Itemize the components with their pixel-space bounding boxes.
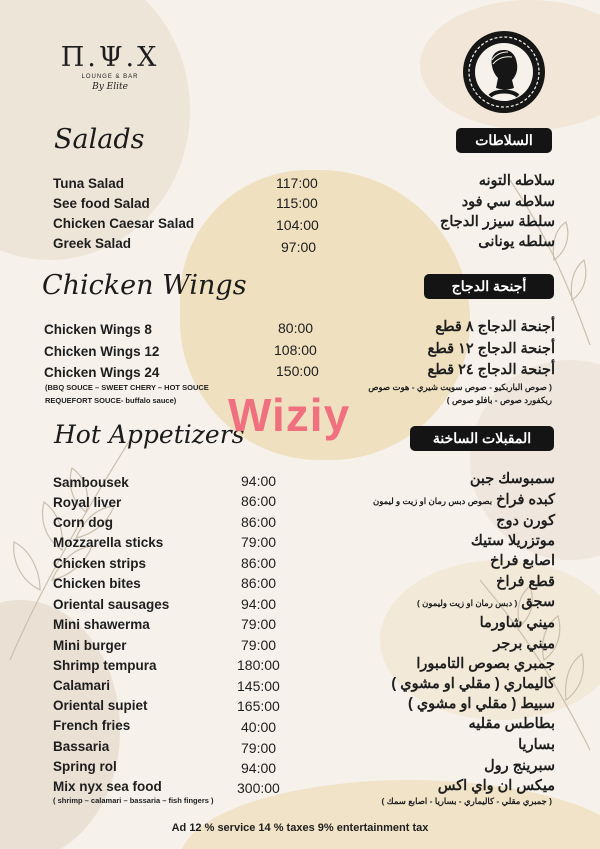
appetizer-price: 40:00	[241, 719, 277, 735]
appetizer-name: Spring rol	[53, 759, 117, 774]
seafood-mix-note-arabic: ( جمبري مقلي - كاليماري - بساريا - اصابع سمك )	[381, 796, 552, 806]
appetizer-name: Mini shawerma	[53, 617, 150, 632]
appetizer-name: Royal liver	[53, 495, 122, 510]
appetizer-name: Oriental supiet	[53, 698, 148, 713]
wings-name: Chicken Wings 24	[44, 365, 160, 380]
appetizer-price: 86:00	[241, 493, 277, 509]
wings-price: 108:00	[274, 342, 317, 358]
appetizer-name: Bassaria	[53, 739, 110, 754]
appetizer-arabic-name: اصابع فراخ	[490, 553, 555, 569]
hot-arabic-title: المقبلات الساخنة	[410, 426, 554, 451]
appetizer-arabic-name: كورن دوج	[496, 513, 555, 529]
appetizer-name: Sambousek	[53, 475, 129, 490]
wings-sauce-note-arabic: ( صوص الباربكيو - صوص سويت شيري - هوت صوص	[368, 382, 552, 392]
wings-arabic-name: أجنحة الدجاج ٢٤ قطع	[427, 362, 555, 378]
appetizer-name: Mix nyx sea food	[53, 779, 162, 794]
appetizer-name: Calamari	[53, 678, 111, 693]
appetizer-arabic-name: موتزريلا ستيك	[470, 533, 555, 549]
salad-price: 104:00	[276, 217, 319, 233]
appetizer-arabic-note: ( دبس رمان او زيت وليمون )	[416, 598, 518, 608]
salad-arabic-name: سلاطه سي فود	[461, 194, 555, 210]
greek-bust-emblem-icon	[462, 30, 546, 114]
appetizer-name: Corn dog	[53, 515, 113, 530]
appetizer-arabic-name: ميني برجر	[493, 636, 555, 652]
appetizer-arabic-name: كاليماري ( مقلي او مشوي )	[391, 676, 555, 692]
appetizer-name: Chicken bites	[53, 576, 141, 591]
appetizer-price: 86:00	[241, 555, 277, 571]
appetizer-name: Mini burger	[53, 638, 127, 653]
wings-sauce-note: REQUEFORT SOUCE- buffalo sauce)	[45, 396, 177, 405]
salad-name: Tuna Salad	[53, 176, 125, 191]
seafood-mix-note: ( shrimp – calamari – bassaria – fish fingers )	[53, 796, 214, 805]
tax-footer: Ad 12 % service 14 % taxes 9% entertainment tax	[171, 822, 429, 834]
appetizer-arabic-name: سبرينج رول	[484, 758, 555, 774]
wings-arabic-name: أجنحة الدجاج ١٢ قطع	[427, 341, 555, 357]
salads-arabic-title: السلاطات	[456, 128, 552, 153]
appetizer-arabic-name: ميني شاورما	[479, 615, 555, 631]
brand-tagline: LOUNGE & BAR	[81, 74, 139, 80]
appetizer-price: 94:00	[241, 473, 277, 489]
appetizer-arabic-name: سبيط ( مقلي او مشوي )	[407, 696, 555, 712]
appetizer-arabic-name	[373, 491, 555, 511]
appetizer-price: 94:00	[241, 596, 277, 612]
wings-price: 80:00	[278, 320, 314, 336]
salad-name: Greek Salad	[53, 236, 132, 251]
appetizer-arabic-label: كبده فراخ	[496, 492, 555, 508]
salad-price: 115:00	[276, 195, 318, 211]
appetizer-arabic-name	[417, 593, 555, 613]
appetizer-price: 94:00	[241, 760, 277, 776]
salad-name: See food Salad	[53, 196, 150, 211]
appetizer-arabic-name: بطاطس مقليه	[468, 716, 555, 732]
salad-name: Chicken Caesar Salad	[53, 216, 195, 231]
appetizer-arabic-name: ميكس ان واي اكس	[437, 778, 555, 794]
appetizer-arabic-name: بساريا	[518, 737, 555, 753]
appetizer-arabic-name: سمبوسك جبن	[469, 471, 555, 487]
appetizer-arabic-name: جمبري بصوص التامبورا	[416, 656, 555, 672]
appetizer-price: 180:00	[237, 657, 280, 673]
appetizer-name: French fries	[53, 718, 131, 733]
appetizer-price: 165:00	[237, 698, 280, 714]
salads-script-title: Salads	[54, 124, 145, 155]
appetizer-price: 86:00	[241, 514, 277, 530]
appetizer-name: Chicken strips	[53, 556, 147, 571]
wings-sauce-note-arabic: ريكفورد صوص - بافلو صوص )	[446, 395, 552, 405]
wings-script-title: Chicken Wings	[42, 270, 247, 301]
salad-price: 117:00	[276, 175, 318, 191]
appetizer-name: Oriental sausages	[53, 597, 170, 612]
salad-price: 97:00	[281, 239, 317, 255]
appetizer-arabic-label: سجق	[521, 594, 555, 610]
appetizer-price: 300:00	[237, 780, 280, 796]
brand-logo	[60, 44, 160, 92]
wings-name: Chicken Wings 8	[44, 322, 152, 337]
salad-arabic-name: سلاطه التونه	[478, 173, 555, 189]
wings-arabic-title: أجنحة الدجاج	[424, 274, 554, 299]
appetizer-price: 79:00	[241, 534, 277, 550]
hot-script-title: Hot Appetizers	[54, 420, 245, 449]
wings-name: Chicken Wings 12	[44, 344, 160, 359]
appetizer-arabic-note: بصوص دبس رمان او زيت و ليمون	[372, 496, 493, 506]
appetizer-price: 79:00	[241, 616, 277, 632]
watermark: Wiziy	[228, 389, 351, 441]
appetizer-name: Shrimp tempura	[53, 658, 157, 673]
appetizer-arabic-name: قطع فراخ	[496, 574, 555, 590]
appetizer-name: Mozzarella sticks	[53, 535, 164, 550]
wings-price: 150:00	[276, 363, 319, 379]
wings-arabic-name: أجنحة الدجاج ٨ قطع	[435, 319, 555, 335]
brand-logo-text: Π.Ψ.Χ	[60, 42, 160, 73]
appetizer-price: 79:00	[241, 740, 277, 756]
salad-arabic-name: سلطه يونانى	[478, 234, 555, 250]
brand-by-line: By Elite	[92, 82, 128, 92]
appetizer-price: 86:00	[241, 575, 277, 591]
appetizer-price: 145:00	[237, 678, 280, 694]
salad-arabic-name: سلطة سيزر الدجاج	[439, 214, 555, 230]
appetizer-price: 79:00	[241, 637, 277, 653]
wings-sauce-note: (BBQ SOUCE – SWEET CHERY – HOT SOUCE	[45, 383, 209, 392]
